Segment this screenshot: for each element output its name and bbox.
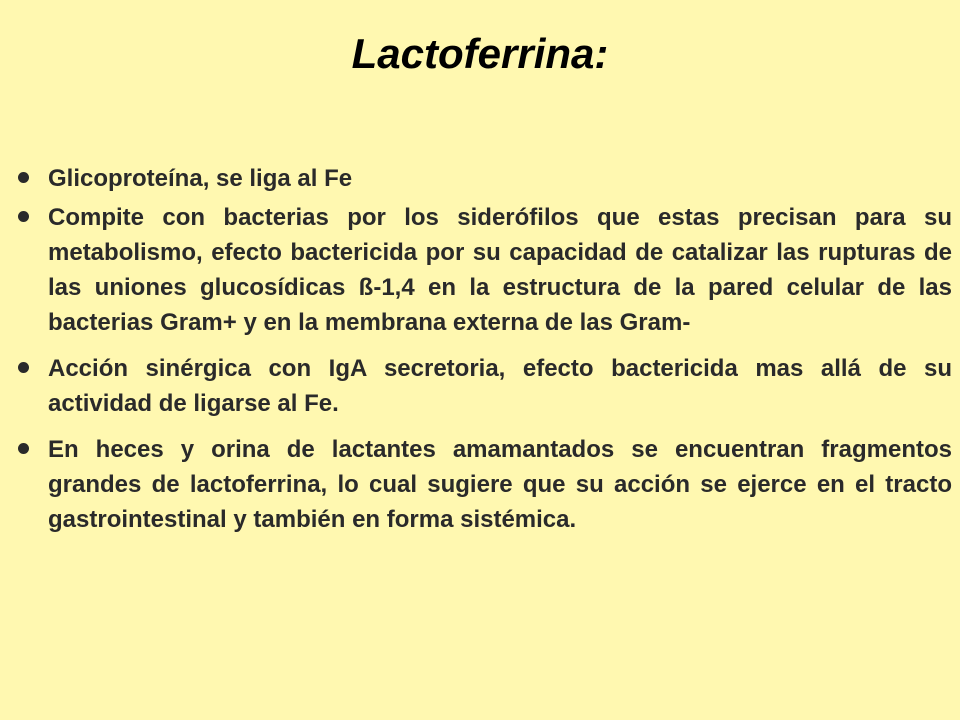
bullet-item-heces [14, 432, 952, 537]
bullet-text: Compite con bacterias por los sideróﬁlos que estas precisan para su metabolismo, efecto bactericida por su capacidad de catalizar las rupturas de las uniones glucosídicas ß-1,4 en la estructura de la pared celular de las bacterias Gram+ y en la membrana externa de las Gram- [48, 204, 952, 336]
bullet-text: En heces y orina de lactantes amamantados se encuentran fragmentos grandes de lactoferrina, lo cual sugiere que su acción se ejerce en el tracto gastrointestinal y también en forma sistémica. [48, 436, 952, 533]
bullet-dot-icon [18, 211, 29, 222]
bullet-dot-icon [18, 172, 29, 183]
bullet-dot-icon [18, 362, 29, 373]
bullet-dot-icon [18, 443, 29, 454]
bullet-item-glicoproteina [14, 161, 952, 196]
bullet-item-compite [14, 200, 952, 340]
bullet-list [14, 161, 952, 548]
bullet-item-accion [14, 351, 952, 421]
bullet-text: Glicoproteína, se liga al Fe [48, 165, 353, 192]
bullet-text: Acción sinérgica con IgA secretoria, efecto bactericida mas allá de su actividad de ligarse al Fe. [48, 355, 952, 417]
slide-title: Lactoferrina: [351, 30, 609, 77]
